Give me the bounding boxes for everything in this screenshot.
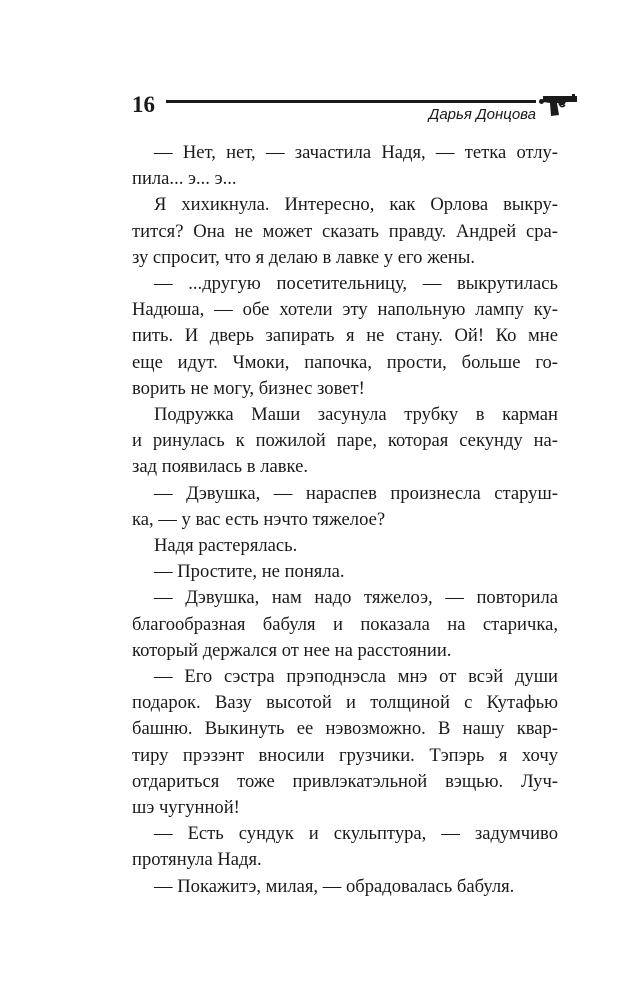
text-line: и ринулась к пожилой паре, которая секунду на-: [132, 430, 558, 452]
text-line: зад появилась в лавке.: [132, 456, 309, 478]
paragraph: [132, 533, 558, 559]
text-line: Я хихикнула. Интересно, как Орлова выкру-: [154, 194, 558, 216]
text-line: — ...другую посетительницу, — выкрутилась: [154, 273, 558, 295]
text-line: пила... э... э...: [132, 168, 237, 190]
text-line: благообразная бабуля и показала на старичка,: [132, 613, 558, 635]
pistol-icon: [542, 93, 578, 117]
text-line: — Дэвушка, нам надо тяжелоэ, — повторила: [154, 587, 558, 609]
text-line: — Нет, нет, — зачастила Надя, — тетка отлу-: [154, 142, 558, 163]
text-line: — Есть сундук и скульптура, — задумчиво: [154, 823, 558, 845]
text-line: ка, — у вас есть нэчто тяжелое?: [132, 508, 386, 530]
paragraph: [132, 481, 558, 533]
text-line: Подружка Маши засунула трубку в карман: [154, 404, 558, 426]
paragraph: [132, 874, 558, 900]
paragraph: [132, 585, 558, 664]
text-line: который держался от нее на расстоянии.: [132, 639, 452, 661]
paragraph: [132, 821, 558, 873]
paragraph: [132, 192, 558, 271]
body-text: [132, 140, 558, 900]
paragraph: [132, 140, 558, 192]
header-rule: [166, 100, 536, 103]
paragraph: [132, 271, 558, 402]
paragraph: [132, 559, 558, 585]
text-line: ворить не могу, бизнес зовет!: [132, 377, 365, 399]
text-line: Надя растерялась.: [154, 535, 298, 557]
text-line: отдариться тоже привлэкатэльной вэщью. Луч-: [132, 770, 558, 792]
paragraph: [132, 664, 558, 821]
text-line: зу спросит, что я делаю в лавке у его жены.: [132, 246, 476, 268]
text-line: башню. Выкинуть ее нэвозможно. В нашу квар-: [132, 718, 558, 740]
text-line: подарок. Вазу высотой и толщиной с Кутафью: [132, 692, 558, 714]
text-line: — Его сэстра прэподнэсла мнэ от всэй души: [154, 666, 558, 688]
text-line: — Дэвушка, — нараспев произнесла старуш-: [154, 482, 558, 504]
paragraph: [132, 402, 558, 481]
text-line: Надюша, — обе хотели эту напольную лампу ку-: [132, 299, 558, 321]
text-line: тится? Она не может сказать правду. Андрей сра-: [132, 220, 558, 242]
text-line: протянула Надя.: [132, 849, 262, 871]
text-line: тиру прэзэнт вносили грузчики. Тэпэрь я хочу: [132, 744, 558, 766]
text-line: еще идут. Чмоки, папочка, прости, больше го-: [132, 351, 558, 373]
page-number: 16: [132, 92, 155, 117]
text-line: — Простите, не поняла.: [154, 561, 345, 583]
text-line: шэ чугунной!: [132, 797, 240, 819]
text-line: — Покажитэ, милая, — обрадовалась бабуля.: [154, 875, 515, 897]
running-head-author: Дарья Донцова: [428, 106, 536, 123]
text-line: пить. И дверь запирать я не стану. Ой! Ко мне: [132, 325, 558, 347]
